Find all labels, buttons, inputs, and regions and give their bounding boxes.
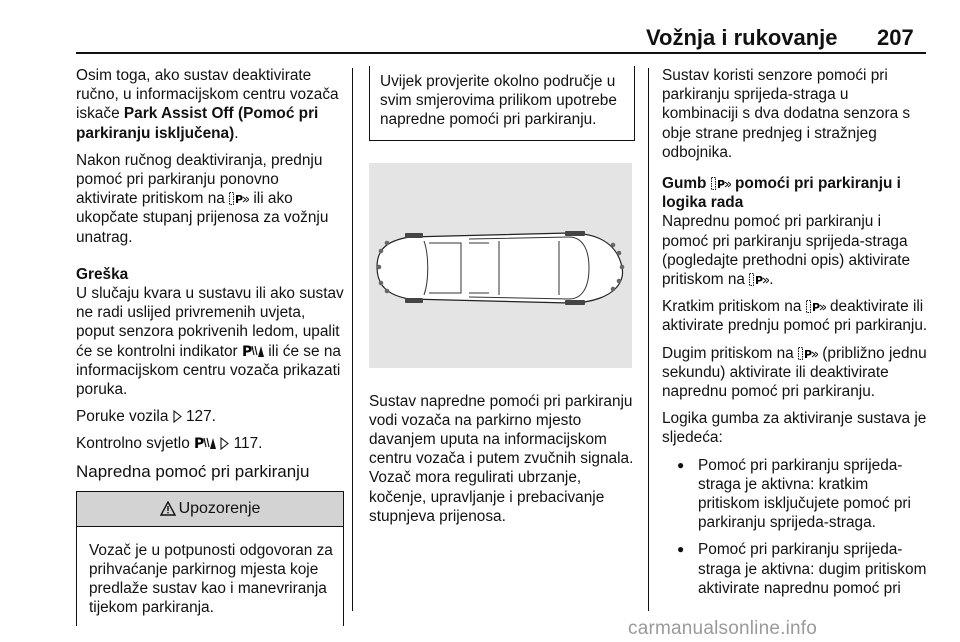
paragraph: Sustav napredne pomoći pri parkiranju vodi vozača na parkirno mjesto davanjem uputa na informacijskom centru vozača i putem zvučnih signala. Vozač mora regulirati ubrzanje, kočenje, upravljanje i prebacivanje stupnjeva prijenosa. [369, 392, 634, 525]
text: (približno jednu sekundu) aktivirate ili deaktivirate naprednu pomoć pri parkiranju. [662, 344, 927, 401]
paragraph [76, 284, 344, 399]
text: Dugim pritiskom na [662, 344, 798, 362]
park-assist-indicator-icon [194, 435, 216, 450]
svg-text:P: P [755, 274, 764, 287]
park-assist-button-icon [806, 300, 826, 313]
text: Nakon ručnog deaktiviranja, prednju pomoć pri parkiranju ponovno aktivirate pritiskom na [76, 151, 323, 208]
svg-text:P: P [804, 347, 813, 360]
column-divider-2 [648, 68, 649, 611]
text: Kratkim pritiskom na [662, 298, 806, 316]
text: Gumb [662, 175, 711, 193]
park-assist-button-icon [229, 192, 249, 205]
header-rule [76, 52, 926, 54]
text: . [234, 124, 239, 142]
column-3 [662, 66, 928, 606]
subheading [662, 174, 928, 212]
paragraph [76, 66, 344, 143]
column-divider-1 [352, 68, 353, 611]
paragraph: Sustav koristi senzore pomoći pri parkiranju sprijeda-straga u kombinaciji s dva dodatna senzora s obje strane prednjeg i stražnjeg odbojnika. [662, 67, 911, 161]
svg-text:P: P [194, 436, 205, 451]
chapter-title: Vožnja i rukovanje [646, 25, 838, 50]
page-number: 207 [877, 25, 914, 50]
text: pomoći pri parkiranju i logika rada [662, 175, 901, 212]
warning-title: Upozorenje [178, 500, 261, 518]
fault-heading: Greška [76, 265, 129, 283]
section-heading: Napredna pomoć pri parkiranju [76, 461, 310, 481]
text: ili će se na informacijskom centru vozača prikazati poruka. [76, 342, 341, 399]
svg-text:P: P [811, 301, 820, 314]
text: deaktivirate ili aktivirate prednju pomoć pri parkiranju. [662, 298, 928, 335]
list-item: ● Pomoć pri parkiranju sprijeda-straga je aktivna: dugim pritiskom aktivirate naprednu pomoć pri [662, 540, 928, 598]
column-1 [76, 66, 344, 626]
paragraph [76, 151, 344, 247]
reference-triangle-icon [220, 437, 229, 450]
paragraph [662, 212, 928, 289]
paragraph [662, 344, 928, 402]
column-2 [369, 66, 635, 534]
text: Naprednu pomoć pri parkiranju i pomoć pri parkiranju sprijeda-straga (pogledajte prethodni opis) aktivirate pritiskom na [662, 213, 911, 289]
note-box: Uvijek provjerite okolno područje u svim smjerovima prilikom upotrebe napredne pomoći pri parkiranju. [369, 66, 635, 141]
svg-text:P: P [716, 178, 725, 191]
text: 127. [185, 408, 216, 426]
warning-body: Vozač je u potpunosti odgovoran za prihvaćanje parkirnog mjesta koje predlaže sustav kao i manevriranja tijekom parkiranja. [89, 541, 333, 617]
text: ili ako ukopčate stupanj prijenosa za vožnju unatrag. [76, 190, 329, 246]
text: Poruke vozila [76, 408, 173, 426]
park-assist-indicator-icon [242, 343, 264, 358]
text: . [769, 271, 774, 289]
warning-header [77, 492, 343, 527]
text: U slučaju kvara u sustavu ili ako sustav ne radi uslijed privremenih uvjeta, poput senzora pokrivenih ledom, upalit će se kontrolni indikator [76, 285, 344, 360]
paragraph [662, 297, 928, 335]
text: 117. [233, 435, 263, 453]
park-assist-button-icon [798, 347, 818, 360]
paragraph [76, 407, 344, 426]
park-assist-button-icon [749, 273, 769, 286]
paragraph [76, 434, 344, 453]
park-assist-button-icon [711, 177, 731, 190]
list-item: ● Pomoć pri parkiranju sprijeda-straga je aktivna: kratkim pritiskom isključujete pomoć pri parkiranju sprijeda-straga. [662, 456, 928, 533]
reference-triangle-icon [173, 410, 182, 423]
bullet-list [662, 456, 928, 598]
page-header [0, 22, 960, 56]
car-top-view-icon [369, 163, 632, 368]
warning-triangle-icon [160, 501, 176, 516]
text: Osim toga, ako sustav deaktivirate ručno, u informacijskom centru vozača iskače [76, 67, 339, 123]
svg-text:P: P [241, 343, 253, 358]
bold-text: Park Assist Off (Pomoć pri parkiranju isključena) [76, 105, 319, 142]
text: Kontrolno svjetlo [76, 435, 195, 453]
watermark: carmanualsonline.info [628, 618, 818, 639]
paragraph: Logika gumba za aktiviranje sustava je sljedeća: [662, 410, 927, 447]
warning-box [76, 491, 344, 626]
car-figure [369, 163, 632, 368]
svg-text:P: P [235, 193, 244, 206]
